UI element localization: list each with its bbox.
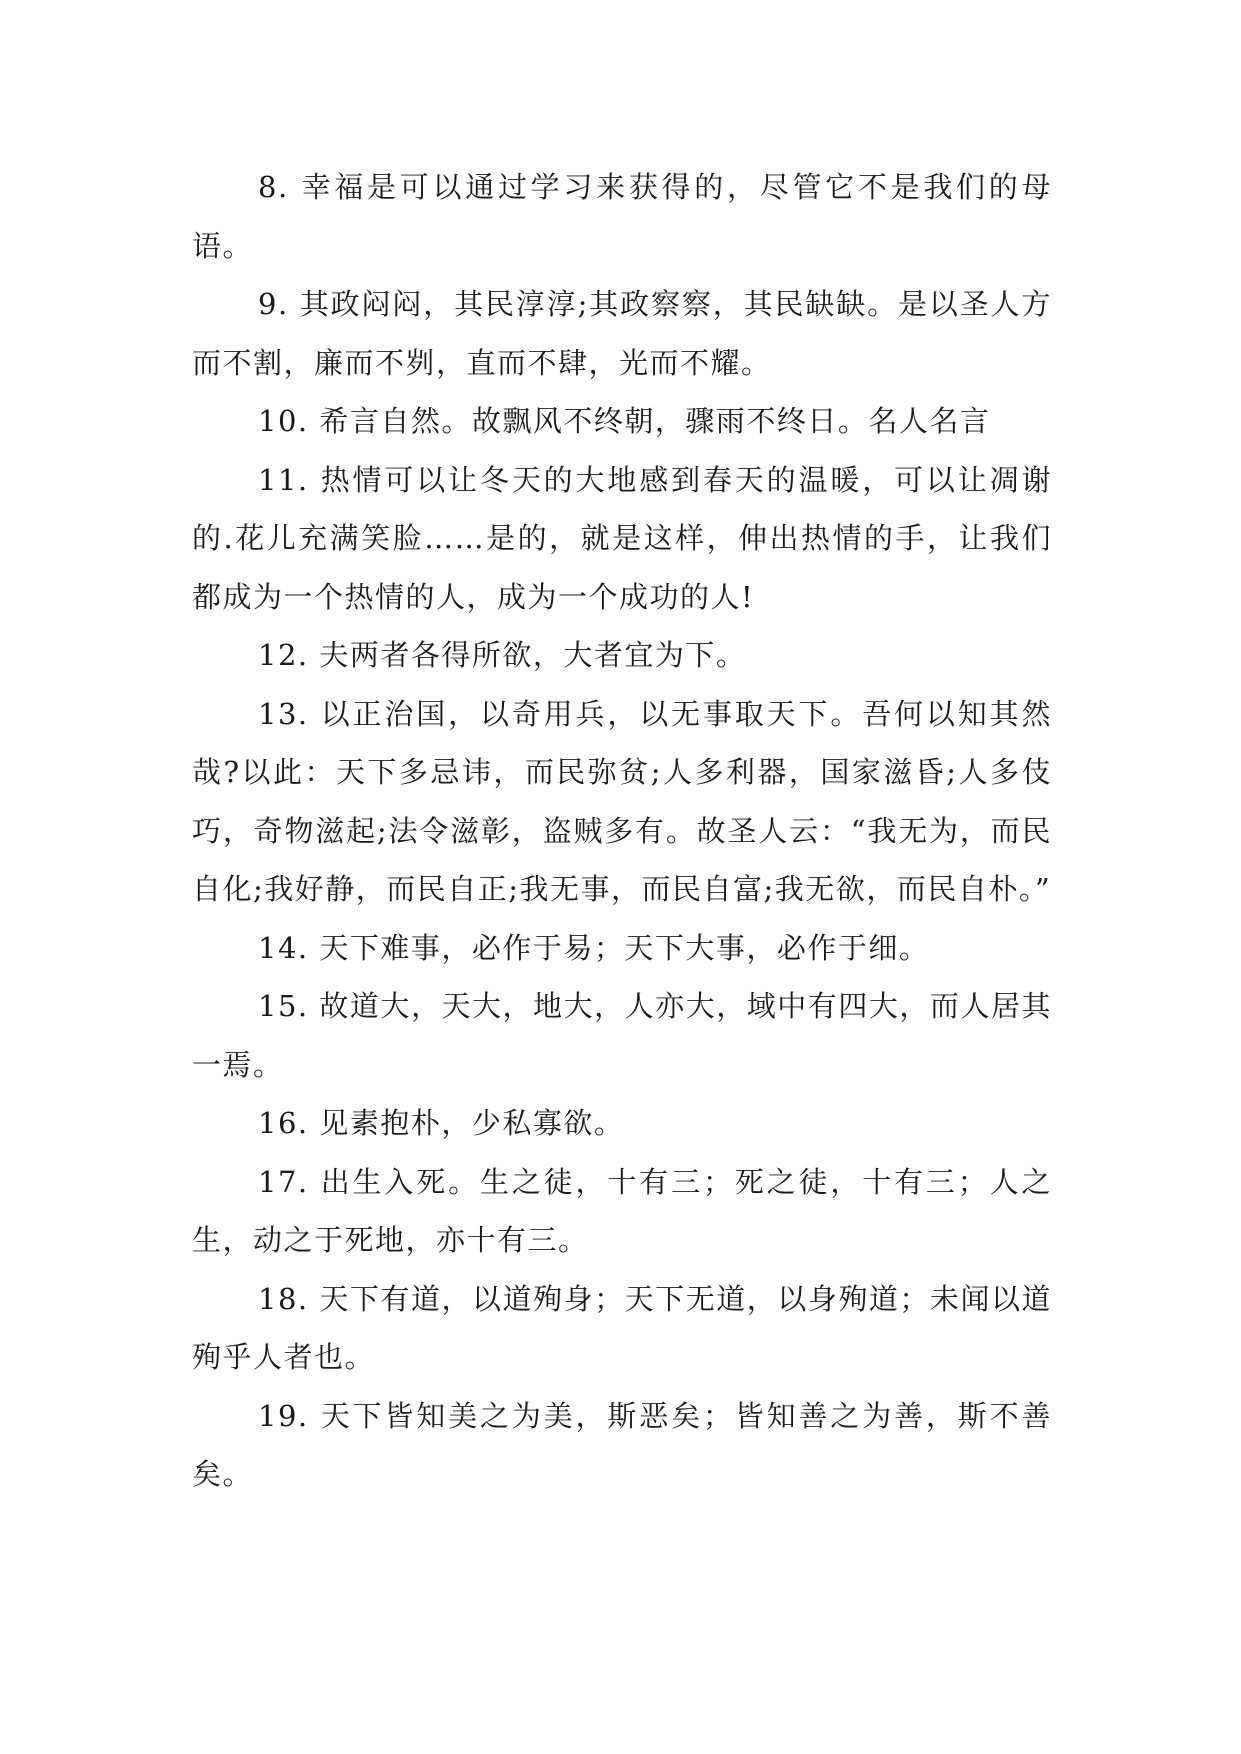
paragraph-11: 11. 热情可以让冬天的大地感到春天的温暖，可以让凋谢的.花儿充满笑脸……是的，就是这样，伸出热情的手，让我们都成为一个热情的人，成为一个成功的人!	[192, 462, 1052, 614]
paragraph-17: 17. 出生入死。生之徒，十有三；死之徒，十有三；人之生，动之于死地，亦十有三。	[192, 1164, 1052, 1257]
paragraph-8: 8. 幸福是可以通过学习来获得的，尽管它不是我们的母语。	[192, 170, 1052, 263]
paragraph-13: 13. 以正治国，以奇用兵，以无事取天下。吾何以知其然哉?以此：天下多忌讳，而民弥贫;人多利器，国家滋昏;人多伎巧，奇物滋起;法令滋彰，盗贼多有。故圣人云：“我无为，而民自化;我好静，而民自正;我无事，而民自富;我无欲，而民自朴。”	[192, 696, 1052, 906]
paragraph-10: 10. 希言自然。故飘风不终朝，骤雨不终日。名人名言	[258, 404, 991, 438]
paragraph-9: 9. 其政闷闷，其民淳淳;其政察察，其民缺缺。是以圣人方而不割，廉而不刿，直而不肆，光而不耀。	[192, 287, 1052, 380]
paragraph-14: 14. 天下难事，必作于易；天下大事，必作于细。	[258, 930, 930, 965]
paragraph-15: 15. 故道大，天大，地大，人亦大，域中有四大，而人居其一焉。	[192, 989, 1052, 1082]
document-body	[192, 158, 1052, 1504]
paragraph-18: 18. 天下有道，以道殉身；天下无道，以身殉道；未闻以道殉乎人者也。	[192, 1281, 1052, 1374]
paragraph-16: 16. 见素抱朴，少私寡欲。	[258, 1106, 625, 1140]
paragraph-19: 19. 天下皆知美之为美，斯恶矣；皆知善之为善，斯不善矣。	[192, 1398, 1052, 1491]
paragraph-12: 12. 夫两者各得所欲，大者宜为下。	[258, 638, 747, 672]
